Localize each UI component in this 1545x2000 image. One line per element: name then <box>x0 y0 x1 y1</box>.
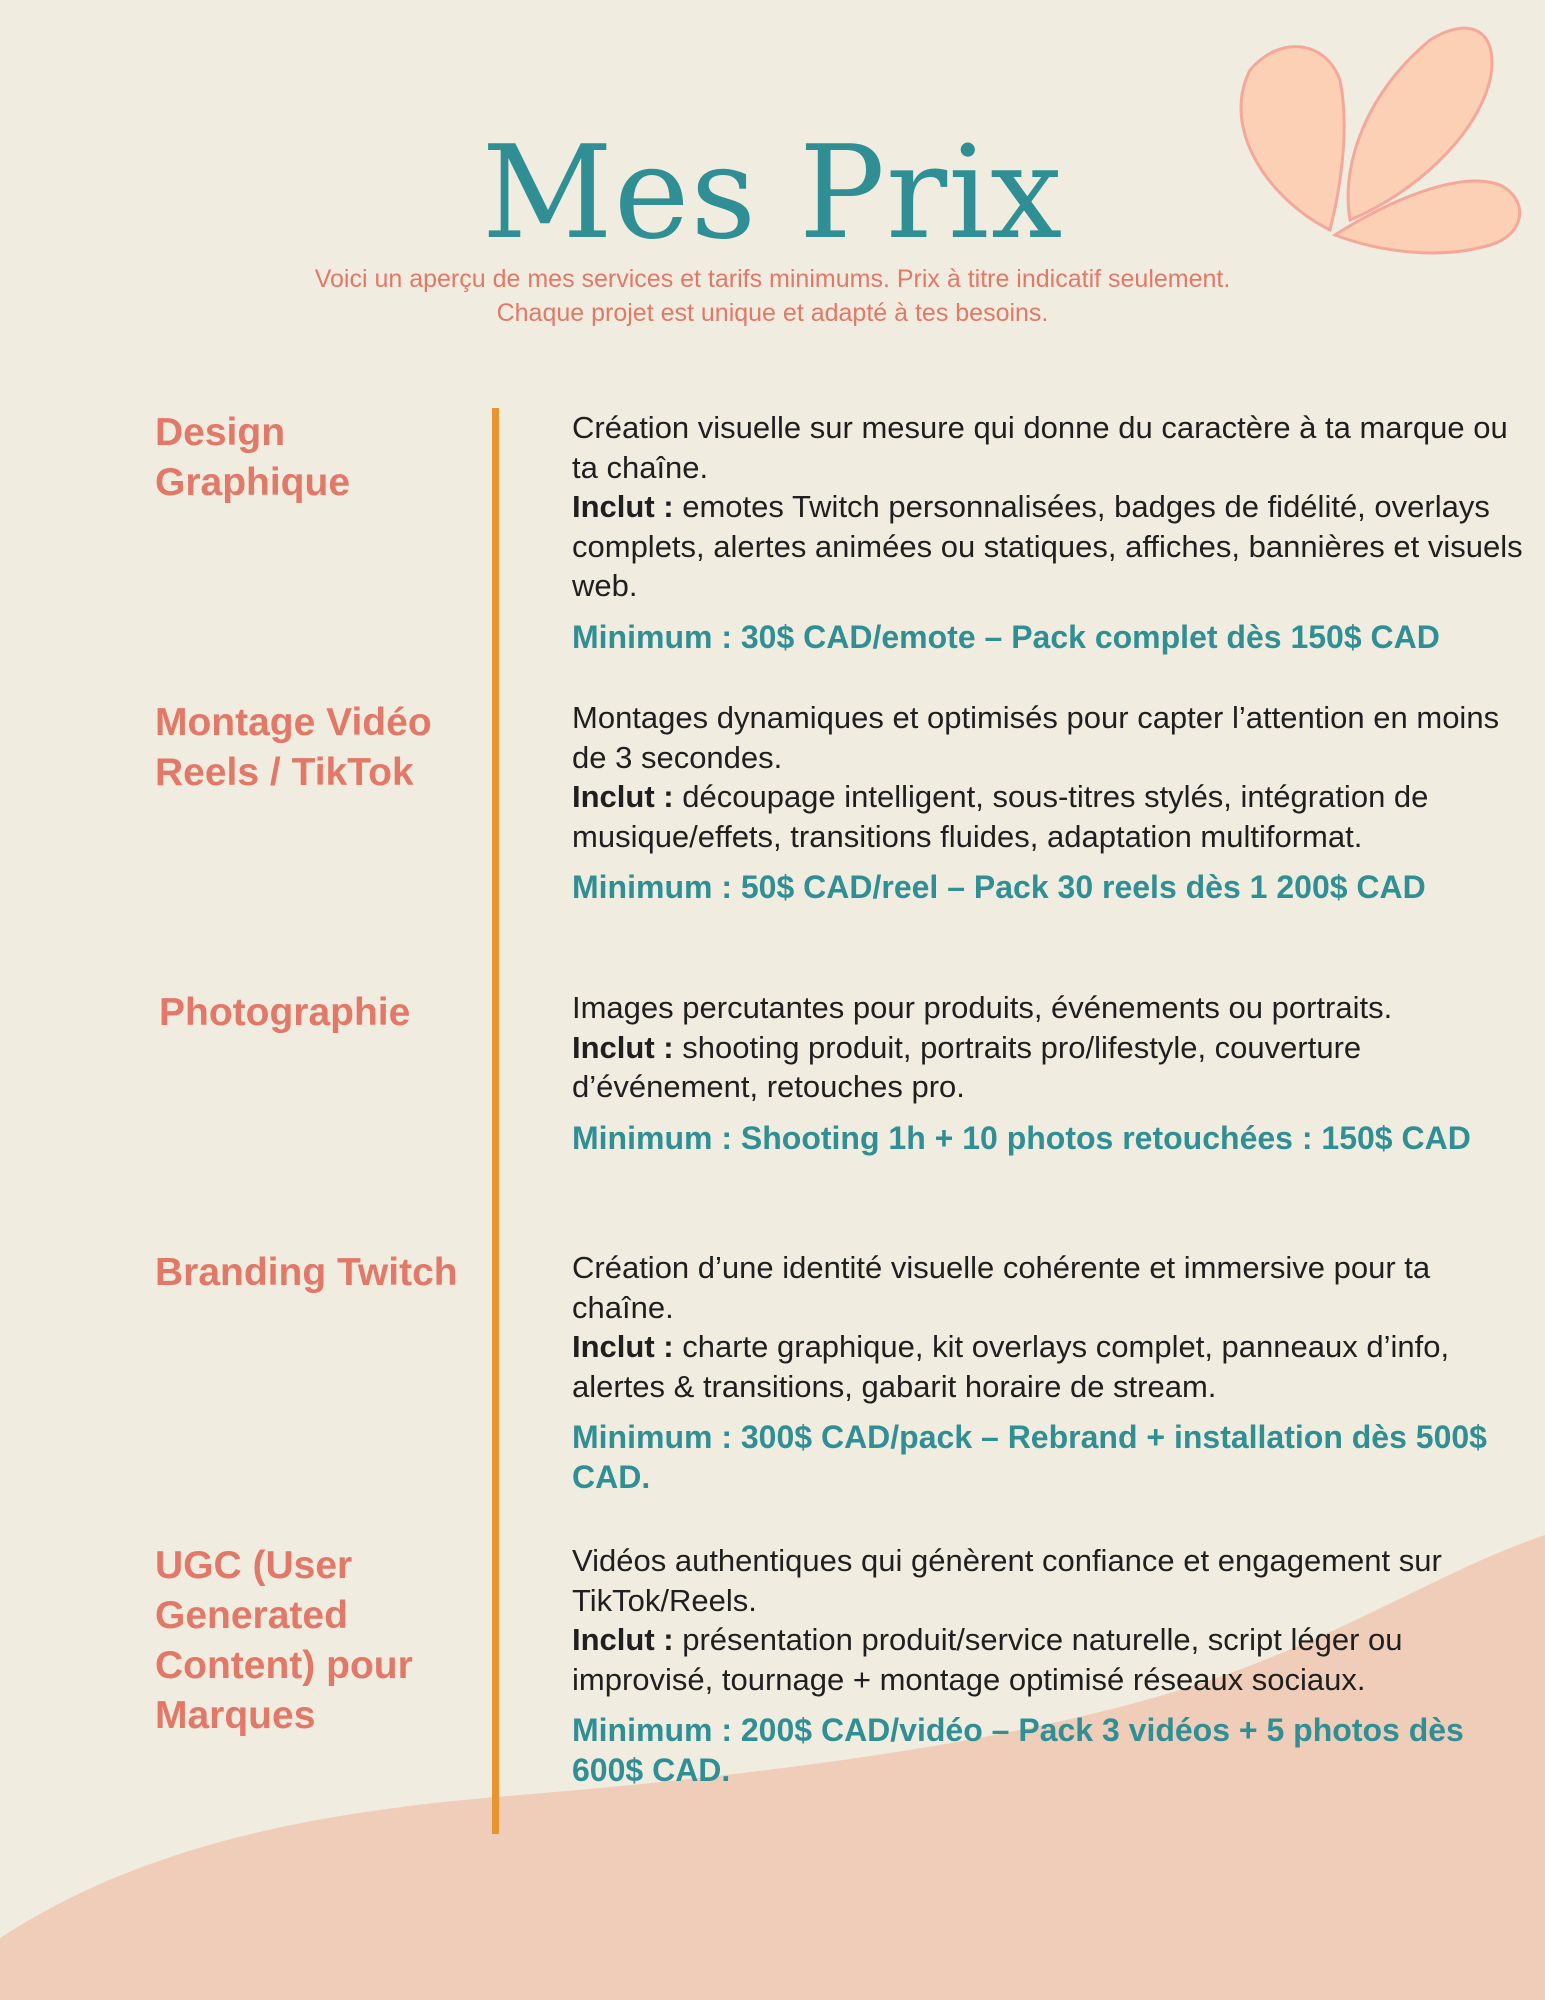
service-includes: emotes Twitch personnalisées, badges de fidélité, overlays complets, alertes animées ou statiques, affiches, bannières et visuels web. <box>572 489 1523 603</box>
service-price: Minimum : 200$ CAD/vidéo – Pack 3 vidéos + 5 photos dès 600$ CAD. <box>572 1712 1464 1788</box>
service-description: Création d’une identité visuelle cohérente et immersive pour ta chaîne. Inclut : charte graphique, kit overlays complet, panneaux d’info, alertes & transitions, gabarit horaire de stream. <box>572 1250 1450 1404</box>
service-title: UGC (User Generated Content) pour Marques <box>155 1544 413 1737</box>
page-title: Mes Prix <box>481 119 1064 268</box>
service-includes: découpage intelligent, sous-titres stylés, intégration de musique/effets, transitions fluides, adaptation multiformat. <box>572 779 1429 854</box>
service-body <box>572 698 1532 907</box>
service-price: Minimum : 50$ CAD/reel – Pack 30 reels dès 1 200$ CAD <box>572 869 1426 905</box>
service-body <box>572 1248 1532 1497</box>
service-title: Montage Vidéo Reels / TikTok <box>155 701 432 794</box>
service-price: Minimum : Shooting 1h + 10 photos retouchées : 150$ CAD <box>572 1119 1471 1156</box>
service-includes: shooting produit, portraits pro/lifestyle, couverture d’événement, retouches pro. <box>572 1029 1362 1104</box>
service-title: Design Graphique <box>155 411 351 504</box>
service-description: Montages dynamiques et optimisés pour capter l’attention en moins de 3 secondes. Inclut : découpage intelligent, sous-titres stylés, intégration de musique/effets, transitions fluides, adaptation multiformat. <box>572 700 1500 854</box>
service-includes: charte graphique, kit overlays complet, panneaux d’info, alertes & transitions, gabarit horaire de stream. <box>572 1329 1450 1404</box>
includes-label: Inclut : <box>572 1622 674 1657</box>
service-body <box>572 988 1532 1158</box>
service-description: Vidéos authentiques qui génèrent confiance et engagement sur TikTok/Reels. Inclut : présentation produit/service naturelle, script léger ou improvisé, tournage + montage optimisé réseaux sociaux. <box>572 1543 1442 1697</box>
page-subtitle <box>0 262 1545 330</box>
service-description: Images percutantes pour produits, événements ou portraits. Inclut : shooting produit, portraits pro/lifestyle, couverture d’événement, retouches pro. <box>572 990 1393 1104</box>
includes-label: Inclut : <box>572 779 674 814</box>
service-title: Photographie <box>159 991 411 1034</box>
service-title: Branding Twitch <box>155 1251 458 1294</box>
service-price: Minimum : 300$ CAD/pack – Rebrand + installation dès 500$ CAD. <box>572 1419 1487 1495</box>
includes-label: Inclut : <box>572 1329 674 1364</box>
vertical-divider <box>492 408 499 1834</box>
service-body <box>572 408 1532 657</box>
service-description: Création visuelle sur mesure qui donne du caractère à ta marque ou ta chaîne. Inclut : emotes Twitch personnalisées, badges de fidélité, overlays complets, alertes animées ou statiques, affiches, bannières et visuels web. <box>572 410 1523 603</box>
service-price: Minimum : 30$ CAD/emote – Pack complet dès 150$ CAD <box>572 618 1440 655</box>
service-includes: présentation produit/service naturelle, script léger ou improvisé, tournage + montage optimisé réseaux sociaux. <box>572 1622 1403 1697</box>
includes-label: Inclut : <box>572 489 674 524</box>
includes-label: Inclut : <box>572 1029 674 1065</box>
subtitle-line-2: Chaque projet est unique et adapté à tes besoins. <box>496 299 1049 327</box>
subtitle-line-1: Voici un aperçu de mes services et tarifs minimums. Prix à titre indicatif seulement. <box>314 265 1231 293</box>
service-body <box>572 1541 1532 1790</box>
